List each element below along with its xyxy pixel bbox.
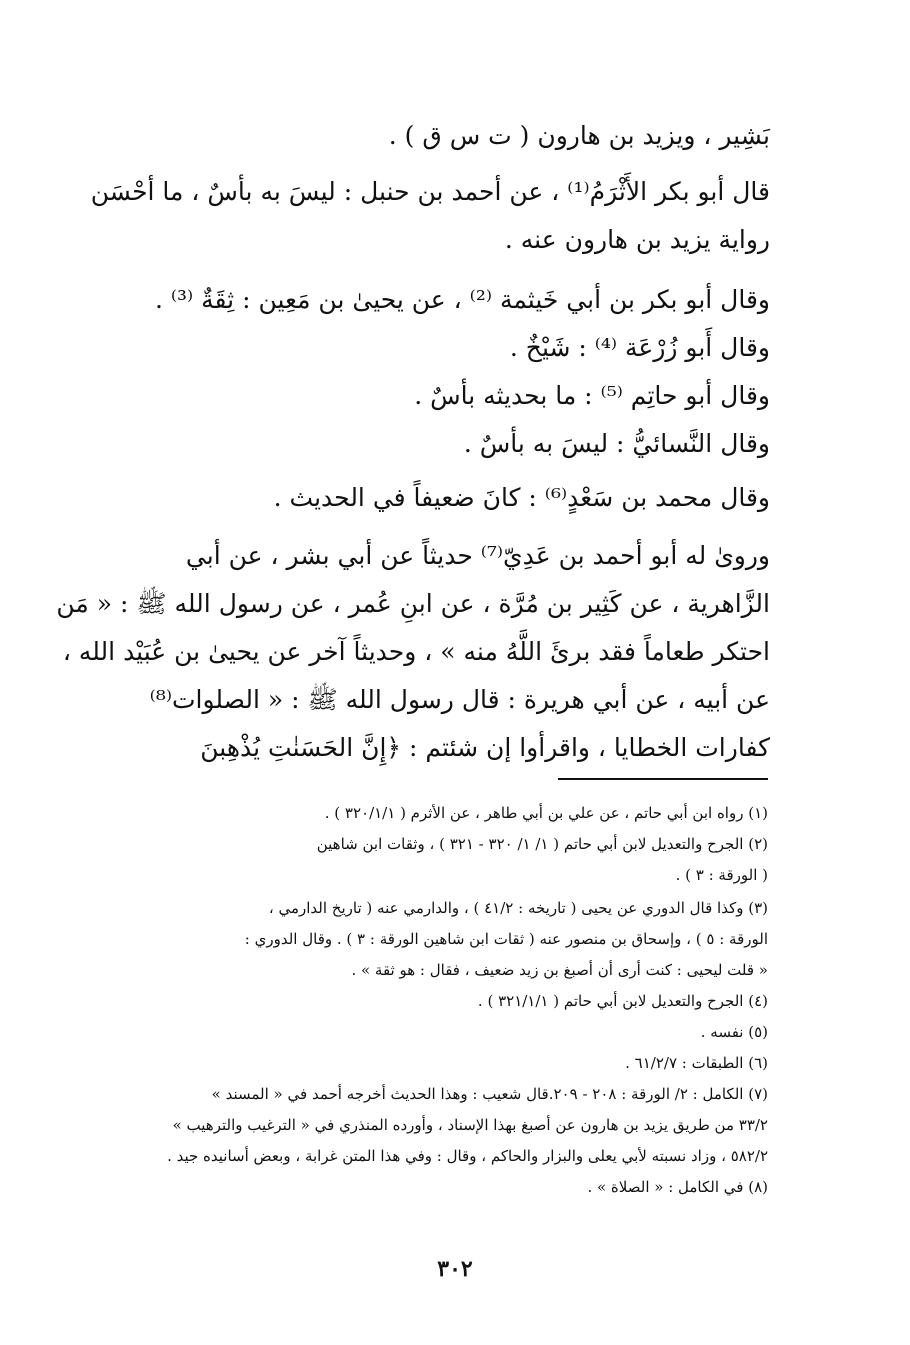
text-line: بَشِير ، ويزيد بن هارون ( ت س ق ) . [388,121,770,150]
text-line: وروىٰ له أبو أحمد بن عَدِيّ⁽⁷⁾ حديثاً عن أبي بشر ، عن أبي [185,541,770,570]
footnote-line: (٨) في الكامل : « الصلاة » . [587,1178,768,1196]
footnote-separator [558,778,768,780]
footnote-line: (٦) الطبقات : ٦١/٢/٧ . [625,1054,768,1072]
footnote-line: ( الورقة : ٣ ) . [675,866,768,884]
footnote-line: الورقة : ٥ ) ، وإسحاق بن منصور عنه ( ثقات ابن شاهين الورقة : ٣ ) . وقال الدوري : [244,930,768,948]
footnotes [78,798,768,1203]
page-number: ٣٠٢ [437,1256,473,1282]
text-line: احتكر طعاماً فقد برئَ اللَّهُ منه » ، وحديثاً آخر عن يحيىٰ بن عُبَيْد الله ، [62,637,770,666]
footnote-line: ٣٣/٢ من طريق يزيد بن هارون عن أصبغ بهذا الإسناد ، وأورده المنذري في « الترغيب والترهيب » [172,1116,768,1134]
text-line: وقال محمد بن سَعْدٍ⁽⁶⁾ : كانَ ضعيفاً في الحديث . [273,483,770,512]
text-line: وقال أبو حاتِم ⁽⁵⁾ : ما بحديثه بأسٌ . [414,381,770,410]
text-line: وقال أبو بكر بن أبي خَيثمة ⁽²⁾ ، عن يحيىٰ بن مَعِين : ثِقَةٌ ⁽³⁾ . [154,285,770,314]
text-line: عن أبيه ، عن أبي هريرة : قال رسول الله ﷺ : « الصلوات⁽⁸⁾ [149,685,770,714]
footnote-line: « قلت ليحيى : كنت أرى أن أصبغ بن زيد ضعيف ، فقال : هو ثقة » . [351,961,768,979]
text-line: وقال أَبو زُرْعَة ⁽⁴⁾ : شَيْخٌ . [509,333,770,362]
footnote-line: (٤) الجرح والتعديل لابن أبي حاتم ( ٣٢١/١/١ ) . [477,992,768,1010]
main-text [56,112,770,772]
text-line: وقال النَّسائيُّ : ليسَ به بأسٌ . [463,429,770,458]
text-line: رواية يزيد بن هارون عنه . [504,225,770,254]
footnote-line: (٧) الكامل : ٢/ الورقة : ٢٠٨ - ٢٠٩.قال شعيب : وهذا الحديث أخرجه أحمد في « المسند » [211,1085,768,1103]
text-line: كفارات الخطايا ، واقرأوا إن شئتم : ﴿إِنَّ الحَسَنٰتِ يُذْهِبنَ [200,733,770,762]
footnote-line: (١) رواه ابن أبي حاتم ، عن علي بن أبي طاهر ، عن الأثرم ( ٣٢٠/١/١ ) . [324,804,768,822]
text-line: قال أبو بكر الأَثْرَمُ⁽¹⁾ ، عن أحمد بن حنبل : ليسَ به بأسٌ ، ما أحْسَن [90,177,770,206]
footnote-line: (٢) الجرح والتعديل لابن أبي حاتم ( ١/ ١/ ٣٢٠ - ٣٢١ ) ، وثقات ابن شاهين [316,835,768,853]
footnote-line: ٥٨٢/٢ ، وزاد نسبته لأبي يعلى والبزار والحاكم ، وقال : وفي هذا المتن غرابة ، وبعض أسانيده جيد . [167,1147,768,1165]
text-line: الزَّاهرية ، عن كَثِير بن مُرَّة ، عن ابنِ عُمر ، عن رسول الله ﷺ : « مَن [56,589,770,618]
footnote-line: (٣) وكذا قال الدوري عن يحيى ( تاريخه : ٤١/٢ ) ، والدارمي عنه ( تاريخ الدارمي ، [268,899,768,917]
footnote-line: (٥) نفسه . [700,1023,768,1041]
